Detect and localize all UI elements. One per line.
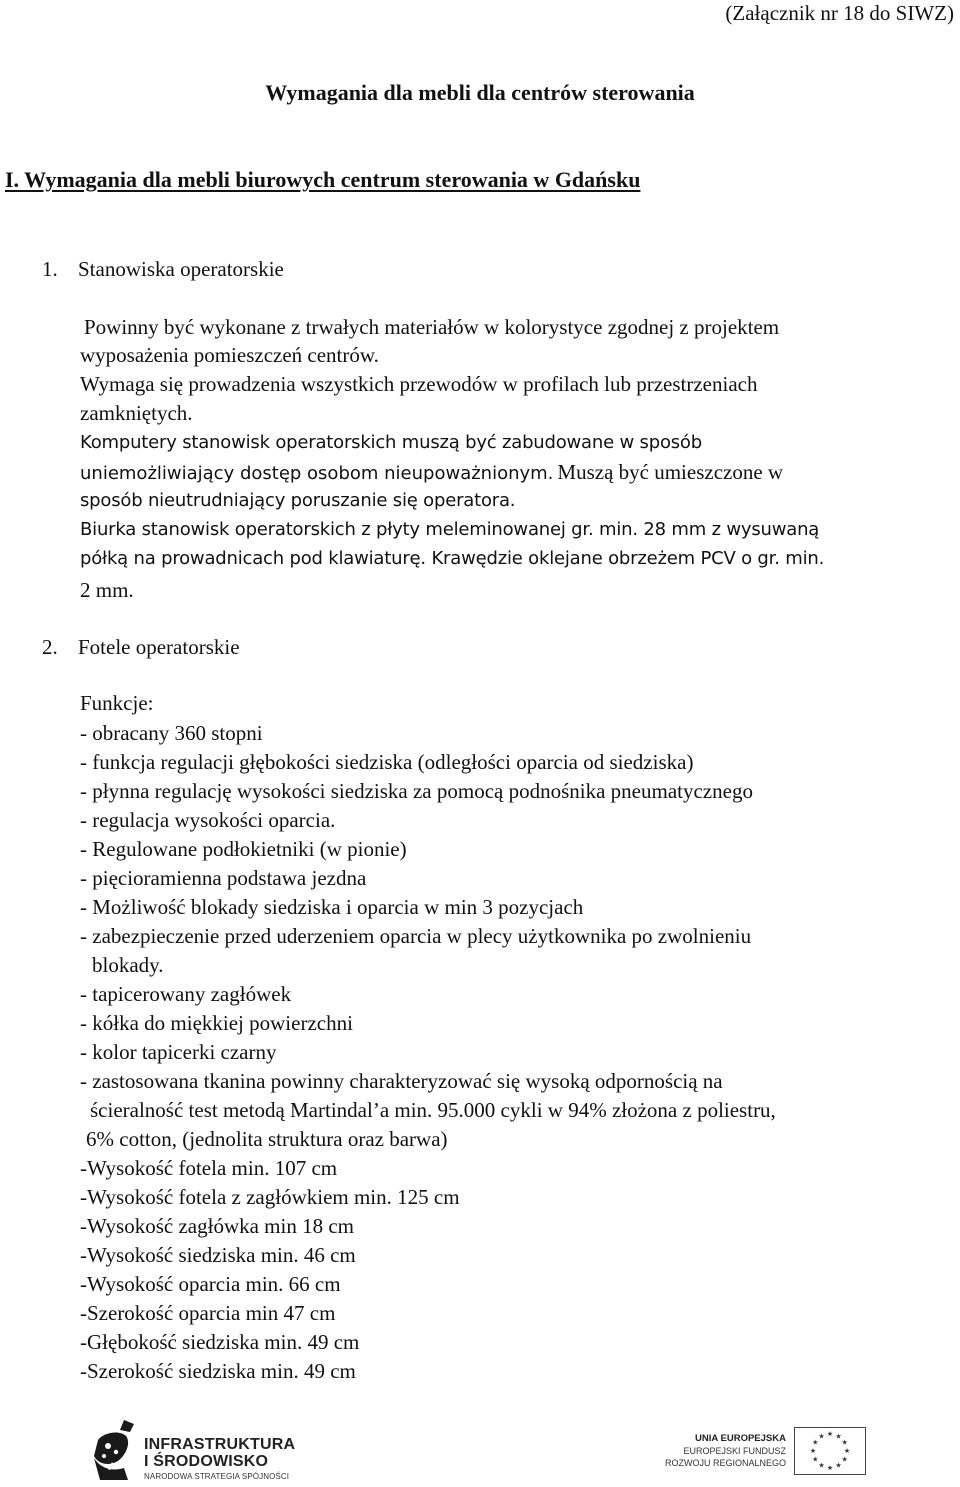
svg-text:★: ★	[818, 1461, 825, 1470]
chair-spec-line: -Wysokość oparcia min. 66 cm	[80, 1272, 341, 1296]
item-1-line: uniemożliwiający dostęp osobom nieupoważnionym.	[80, 463, 554, 484]
chair-spec-line: - zastosowana tkanina powinny charakteryzować się wysoką odpornością na	[80, 1069, 723, 1093]
logo-left-line3: NARODOWA STRATEGIA SPÓJNOŚCI	[144, 1472, 290, 1481]
svg-text:★: ★	[818, 1432, 825, 1441]
chair-spec-line: -Głębokość siedziska min. 49 cm	[80, 1330, 360, 1354]
chair-spec-line: - kółka do miękkiej powierzchni	[80, 1011, 353, 1035]
chair-spec-line: - kolor tapicerki czarny	[80, 1040, 277, 1064]
item-1-line: Biurka stanowisk operatorskich z płyty meleminowanej gr. min. 28 mm z wysuwaną	[80, 519, 820, 540]
item-1-line: półką na prowadnicach pod klawiaturę. Krawędzie oklejane obrzeżem PCV o gr. min.	[80, 548, 825, 569]
chair-spec-line: - zabezpieczenie przed uderzeniem oparcia w plecy użytkownika po zwolnieniu	[80, 924, 752, 948]
chair-spec-line: - płynna regulację wysokości siedziska za pomocą podnośnika pneumatycznego	[80, 779, 753, 803]
chair-spec-line: blokady.	[92, 953, 164, 977]
svg-text:★: ★	[835, 1432, 842, 1441]
item-1-line: Wymaga się prowadzenia wszystkich przewodów w profilach lub przestrzeniach	[80, 372, 758, 396]
item-1-number: 1.	[42, 257, 58, 281]
chair-spec-line: - Regulowane podłokietniki (w pionie)	[80, 837, 407, 861]
item-1-line: Komputery stanowisk operatorskich muszą być zabudowane w sposób	[80, 432, 702, 453]
item-2-number: 2.	[42, 635, 58, 659]
svg-text:★: ★	[812, 1438, 819, 1447]
chair-spec-line: - regulacja wysokości oparcia.	[80, 808, 336, 832]
logo-left-line1: INFRASTRUKTURA	[144, 1436, 296, 1453]
infrastruktura-srodowisko-logo	[90, 1418, 300, 1484]
item-1-heading	[42, 256, 284, 282]
logo-left-line2: I ŚRODOWISKO	[144, 1453, 269, 1470]
item-2-title: Fotele operatorskie	[78, 635, 240, 659]
chair-spec-line: -Szerokość oparcia min 47 cm	[80, 1301, 336, 1325]
document-title: Wymagania dla mebli dla centrów sterowania	[265, 80, 695, 105]
eu-fund-logo	[664, 1427, 872, 1483]
item-1-line: zamkniętych.	[80, 401, 193, 425]
chair-spec-line: -Wysokość zagłówka min 18 cm	[80, 1214, 355, 1238]
svg-text:★: ★	[809, 1447, 817, 1455]
annex-label: (Załącznik nr 18 do SIWZ)	[725, 1, 954, 25]
item-1-line: wyposażenia pomieszczeń centrów.	[80, 343, 379, 367]
svg-text:★: ★	[843, 1447, 851, 1455]
svg-text:★: ★	[835, 1461, 842, 1470]
svg-text:★: ★	[826, 1430, 834, 1438]
chair-spec-line: - funkcja regulacji głębokości siedziska (odległości oparcia od siedziska)	[80, 750, 694, 774]
logo-right-line2: EUROPEJSKI FUNDUSZ	[683, 1446, 786, 1456]
chair-spec-line: ścieralność test metodą Martindal’a min. 95.000 cykli w 94% złożona z poliestru,	[90, 1098, 776, 1122]
item-1-line: sposób nieutrudniający poruszanie się operatora.	[80, 490, 516, 511]
eu-flag-icon	[794, 1427, 866, 1475]
logo-right-line1: UNIA EUROPEJSKA	[695, 1433, 786, 1444]
functions-label: Funkcje:	[80, 691, 154, 715]
chair-spec-line: 6% cotton, (jednolita struktura oraz barwa)	[86, 1127, 448, 1151]
svg-text:★: ★	[841, 1455, 848, 1464]
chair-spec-line: - tapicerowany zagłówek	[80, 982, 292, 1006]
chair-spec-line: -Szerokość siedziska min. 49 cm	[80, 1359, 356, 1383]
svg-text:★: ★	[826, 1464, 834, 1472]
item-1-line: 2 mm.	[80, 578, 134, 602]
chair-spec-line: -Wysokość siedziska min. 46 cm	[80, 1243, 356, 1267]
chair-spec-line: - Możliwość blokady siedziska i oparcia w min 3 pozycjach	[80, 895, 584, 919]
item-1-title: Stanowiska operatorskie	[78, 257, 284, 281]
chair-spec-line: -Wysokość fotela z zagłówkiem min. 125 cm	[80, 1185, 460, 1209]
svg-text:★: ★	[841, 1438, 848, 1447]
item-1-mixed-line	[80, 459, 783, 488]
chair-spec-line: -Wysokość fotela min. 107 cm	[80, 1156, 338, 1180]
item-1-line: Muszą być umieszczone w	[557, 460, 784, 484]
logo-right-line3: ROZWOJU REGIONALNEGO	[664, 1458, 786, 1468]
item-1-line: Powinny być wykonane z trwałych materiałów w kolorystyce zgodnej z projektem	[84, 315, 780, 339]
infrastruktura-srodowisko-logo-icon	[90, 1418, 140, 1482]
item-2-heading	[42, 634, 240, 660]
chair-spec-line: - obracany 360 stopni	[80, 721, 263, 745]
svg-text:★: ★	[812, 1455, 819, 1464]
chair-spec-line: - pięcioramienna podstawa jezdna	[80, 866, 367, 890]
section-heading: I. Wymagania dla mebli biurowych centrum sterowania w Gdańsku	[5, 167, 641, 192]
